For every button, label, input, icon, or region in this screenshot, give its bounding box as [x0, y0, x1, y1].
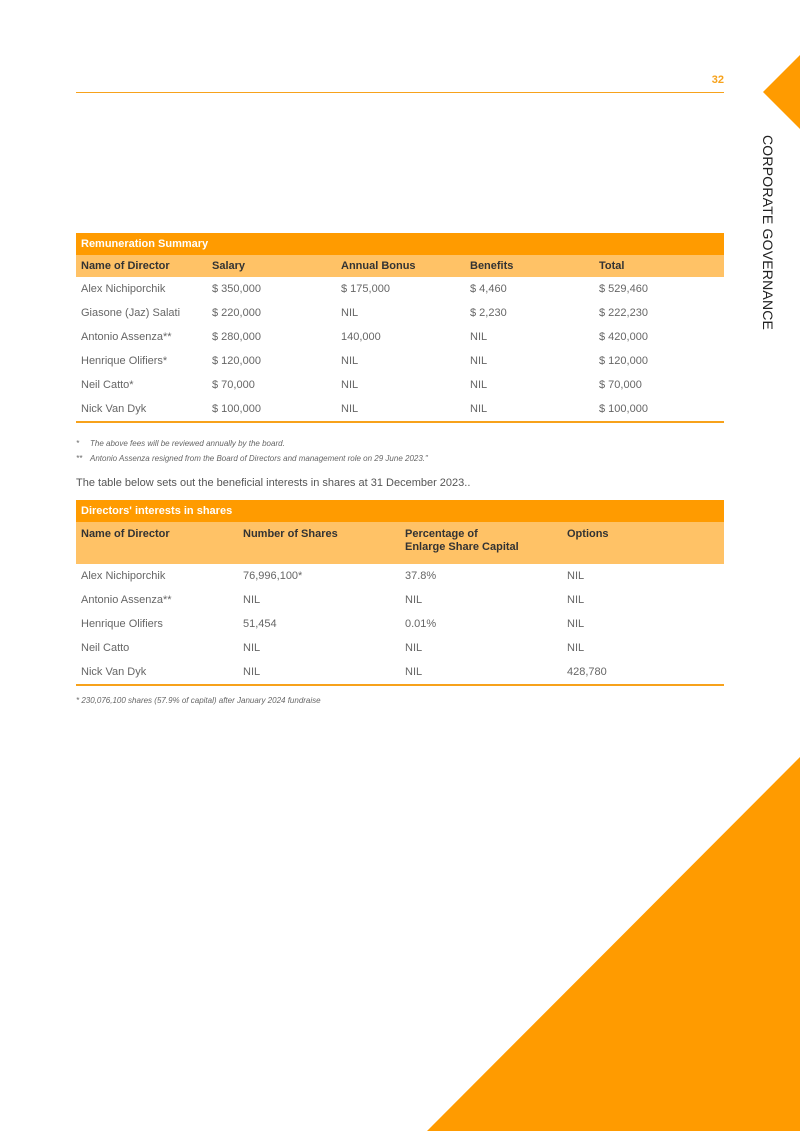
table-title: Directors' interests in shares	[76, 500, 724, 522]
table-row	[76, 636, 724, 660]
benefits: $ 4,460	[470, 283, 507, 295]
table-row	[76, 349, 724, 373]
remuneration-summary-table	[76, 233, 724, 423]
total: $ 100,000	[594, 397, 724, 422]
table-title: Remuneration Summary	[76, 233, 724, 255]
table-row	[76, 301, 724, 325]
director-name: Antonio Assenza**	[81, 331, 172, 343]
column-header: Salary	[207, 255, 336, 277]
salary: $ 280,000	[212, 331, 261, 343]
table-row	[76, 325, 724, 349]
table-row	[76, 397, 724, 422]
total: $ 120,000	[599, 355, 648, 367]
column-header: Number of Shares	[238, 522, 400, 564]
column-header: Options	[562, 522, 724, 564]
salary: $ 220,000	[212, 307, 261, 319]
number-of-shares: 51,454	[243, 618, 277, 630]
options: NIL	[567, 594, 585, 606]
column-header: Name of Director	[76, 255, 207, 277]
number-of-shares: NIL	[243, 642, 261, 654]
table-row	[76, 588, 724, 612]
table-row	[76, 612, 724, 636]
annual-bonus: NIL	[341, 307, 359, 319]
table-row	[76, 373, 724, 397]
total: $ 420,000	[599, 331, 648, 343]
benefits: NIL	[470, 379, 488, 391]
benefits: NIL	[465, 397, 594, 422]
salary: $ 70,000	[212, 379, 255, 391]
annual-bonus: NIL	[336, 397, 465, 422]
number-of-shares: NIL	[243, 594, 261, 606]
director-name: Nick Van Dyk	[76, 660, 238, 685]
benefits: NIL	[470, 355, 488, 367]
table-row	[76, 277, 724, 301]
intro-text: The table below sets out the beneficial interests in shares at 31 December 2023..	[76, 477, 471, 489]
director-name: Alex Nichiporchik	[81, 283, 166, 295]
annual-bonus: 140,000	[341, 331, 381, 343]
decorative-triangle-bottom	[427, 757, 800, 1131]
shares-footnote: * 230,076,100 shares (57.9% of capital) after January 2024 fundraise	[76, 696, 321, 705]
total: $ 70,000	[599, 379, 642, 391]
decorative-triangle-top	[763, 55, 800, 129]
options: NIL	[567, 642, 585, 654]
section-side-label: CORPORATE GOVERNANCE	[760, 135, 776, 331]
director-name: Nick Van Dyk	[76, 397, 207, 422]
footnote: ** Antonio Assenza resigned from the Board of Directors and management role on 29 June 2023."	[76, 454, 428, 463]
number-of-shares: NIL	[238, 660, 400, 685]
salary: $ 100,000	[207, 397, 336, 422]
director-name: Neil Catto*	[81, 379, 134, 391]
options: NIL	[567, 570, 585, 582]
header-rule	[76, 92, 724, 93]
annual-bonus: NIL	[341, 379, 359, 391]
table-row	[76, 660, 724, 685]
column-header: Percentage of Enlarge Share Capital	[400, 522, 562, 564]
director-name: Alex Nichiporchik	[81, 570, 166, 582]
column-header: Annual Bonus	[336, 255, 465, 277]
director-name: Antonio Assenza**	[81, 594, 172, 606]
total: $ 222,230	[599, 307, 648, 319]
footnote: * The above fees will be reviewed annually by the board.	[76, 439, 285, 448]
annual-bonus: $ 175,000	[341, 283, 390, 295]
salary: $ 350,000	[212, 283, 261, 295]
benefits: $ 2,230	[470, 307, 507, 319]
percentage: NIL	[405, 642, 423, 654]
director-name: Henrique Olifiers*	[81, 355, 168, 367]
salary: $ 120,000	[212, 355, 261, 367]
options: NIL	[567, 618, 585, 630]
directors-interests-table	[76, 500, 724, 686]
table-row	[76, 564, 724, 588]
column-header: Total	[594, 255, 724, 277]
annual-bonus: NIL	[341, 355, 359, 367]
director-name: Giasone (Jaz) Salati	[81, 307, 181, 319]
percentage: NIL	[405, 594, 423, 606]
percentage: NIL	[400, 660, 562, 685]
column-header: Benefits	[465, 255, 594, 277]
percentage: 0.01%	[405, 618, 437, 630]
options: 428,780	[562, 660, 724, 685]
percentage: 37.8%	[405, 570, 437, 582]
director-name: Henrique Olifiers	[81, 618, 163, 630]
page-number: 32	[711, 74, 724, 86]
benefits: NIL	[470, 331, 488, 343]
number-of-shares: 76,996,100*	[243, 570, 303, 582]
director-name: Neil Catto	[81, 642, 130, 654]
total: $ 529,460	[599, 283, 648, 295]
column-header: Name of Director	[76, 522, 238, 564]
